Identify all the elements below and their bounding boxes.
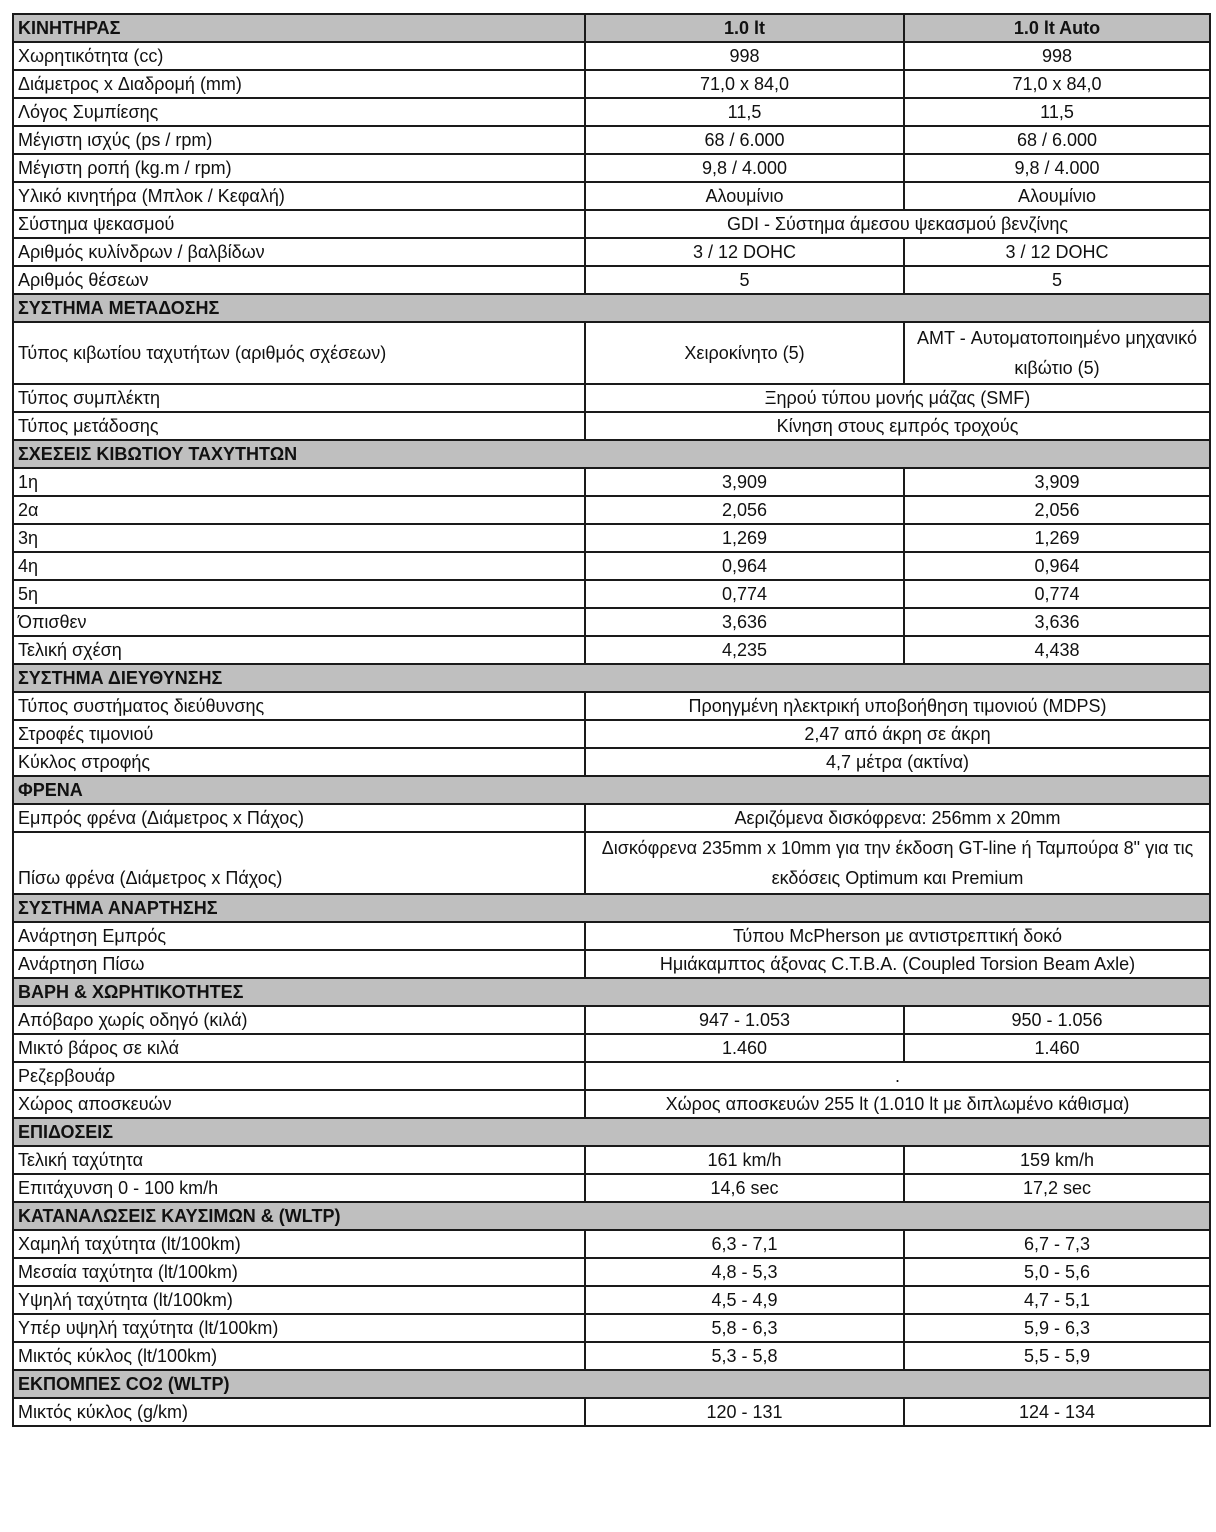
section-row	[13, 1118, 1210, 1146]
table-row	[13, 154, 1210, 182]
value-shared: Ημιάκαμπτος άξονας C.T.B.A. (Coupled Torsion Beam Axle)	[585, 950, 1210, 978]
value-manual: 0,964	[585, 552, 904, 580]
row-label: Αριθμός θέσεων	[13, 266, 585, 294]
value-shared: Δισκόφρενα 235mm x 10mm για την έκδοση GT-line ή Ταμπούρα 8" για τις εκδόσεις Optimum και Premium	[585, 832, 1210, 894]
row-label: Μικτό βάρος σε κιλά	[13, 1034, 585, 1062]
value-manual: 998	[585, 42, 904, 70]
section-title-gear-ratios: ΣΧΕΣΕΙΣ ΚΙΒΩΤΙΟΥ ΤΑΧΥΤΗΤΩΝ	[13, 440, 1210, 468]
value-manual: 1.460	[585, 1034, 904, 1062]
table-row	[13, 496, 1210, 524]
section-row	[13, 1370, 1210, 1398]
value-manual: 120 - 131	[585, 1398, 904, 1426]
row-label: 4η	[13, 552, 585, 580]
value-shared: Κίνηση στους εμπρός τροχούς	[585, 412, 1210, 440]
value-manual: 4,8 - 5,3	[585, 1258, 904, 1286]
table-row	[13, 468, 1210, 496]
row-label: Τελική ταχύτητα	[13, 1146, 585, 1174]
table-row	[13, 922, 1210, 950]
section-title-weights: ΒΑΡΗ & ΧΩΡΗΤΙΚΟΤΗΤΕΣ	[13, 978, 1210, 1006]
row-label: Απόβαρο χωρίς οδηγό (κιλά)	[13, 1006, 585, 1034]
table-row	[13, 636, 1210, 664]
section-row	[13, 894, 1210, 922]
value-auto: 2,056	[904, 496, 1210, 524]
value-manual: Χειροκίνητο (5)	[585, 322, 904, 384]
value-auto: 11,5	[904, 98, 1210, 126]
table-row	[13, 1034, 1210, 1062]
value-shared: Τύπου McPherson με αντιστρεπτική δοκό	[585, 922, 1210, 950]
table-row	[13, 266, 1210, 294]
value-auto: 3 / 12 DOHC	[904, 238, 1210, 266]
value-manual: 947 - 1.053	[585, 1006, 904, 1034]
table-row	[13, 832, 1210, 894]
table-row	[13, 1062, 1210, 1090]
value-shared: Αεριζόμενα δισκόφρενα: 256mm x 20mm	[585, 804, 1210, 832]
row-label: Τύπος μετάδοσης	[13, 412, 585, 440]
value-auto: 124 - 134	[904, 1398, 1210, 1426]
value-shared: .	[585, 1062, 1210, 1090]
table-row	[13, 720, 1210, 748]
row-label: 1η	[13, 468, 585, 496]
row-label: Μικτός κύκλος (g/km)	[13, 1398, 585, 1426]
row-label: Ανάρτηση Εμπρός	[13, 922, 585, 950]
table-row	[13, 1314, 1210, 1342]
section-row	[13, 1202, 1210, 1230]
value-manual: 3,909	[585, 468, 904, 496]
section-row	[13, 294, 1210, 322]
section-title-steering: ΣΥΣΤΗΜΑ ΔΙΕΥΘΥΝΣΗΣ	[13, 664, 1210, 692]
table-row	[13, 1398, 1210, 1426]
row-label: Όπισθεν	[13, 608, 585, 636]
row-label: Υλικό κινητήρα (Μπλοκ / Κεφαλή)	[13, 182, 585, 210]
value-manual: 14,6 sec	[585, 1174, 904, 1202]
table-row	[13, 692, 1210, 720]
row-label: Σύστημα ψεκασμού	[13, 210, 585, 238]
section-title-brakes: ΦΡΕΝΑ	[13, 776, 1210, 804]
row-label: Κύκλος στροφής	[13, 748, 585, 776]
section-title-performance: ΕΠΙΔΟΣΕΙΣ	[13, 1118, 1210, 1146]
row-label: Μέγιστη ροπή (kg.m / rpm)	[13, 154, 585, 182]
section-row	[13, 978, 1210, 1006]
value-shared: Ξηρού τύπου μονής μάζας (SMF)	[585, 384, 1210, 412]
table-row	[13, 70, 1210, 98]
value-auto: AMT - Αυτοματοποιημένο μηχανικό κιβώτιο (5)	[904, 322, 1210, 384]
row-label: Επιτάχυνση 0 - 100 km/h	[13, 1174, 585, 1202]
table-row	[13, 384, 1210, 412]
value-shared: 2,47 από άκρη σε άκρη	[585, 720, 1210, 748]
value-auto: 5,0 - 5,6	[904, 1258, 1210, 1286]
row-label: 3η	[13, 524, 585, 552]
value-auto: 3,909	[904, 468, 1210, 496]
section-title-engine: ΚΙΝΗΤΗΡΑΣ	[13, 14, 585, 42]
table-row	[13, 1090, 1210, 1118]
value-manual: 1,269	[585, 524, 904, 552]
row-label: Ανάρτηση Πίσω	[13, 950, 585, 978]
table-row	[13, 1006, 1210, 1034]
value-auto: 5,5 - 5,9	[904, 1342, 1210, 1370]
value-manual: 2,056	[585, 496, 904, 524]
value-manual: 3,636	[585, 608, 904, 636]
section-title-emissions: ΕΚΠΟΜΠΕΣ CO2 (WLTP)	[13, 1370, 1210, 1398]
table-row	[13, 552, 1210, 580]
row-label: Χώρος αποσκευών	[13, 1090, 585, 1118]
row-label: Τελική σχέση	[13, 636, 585, 664]
table-row	[13, 950, 1210, 978]
value-auto: Αλουμίνιο	[904, 182, 1210, 210]
row-label: Υψηλή ταχύτητα (lt/100km)	[13, 1286, 585, 1314]
value-auto: 0,774	[904, 580, 1210, 608]
section-row	[13, 776, 1210, 804]
section-title-consumption: ΚΑΤΑΝΑΛΩΣΕΙΣ ΚΑΥΣΙΜΩΝ & (WLTP)	[13, 1202, 1210, 1230]
value-auto: 159 km/h	[904, 1146, 1210, 1174]
value-auto: 17,2 sec	[904, 1174, 1210, 1202]
row-label: Τύπος κιβωτίου ταχυτήτων (αριθμός σχέσεων)	[13, 322, 585, 384]
row-label: Ρεζερβουάρ	[13, 1062, 585, 1090]
value-manual: 68 / 6.000	[585, 126, 904, 154]
row-label: 5η	[13, 580, 585, 608]
section-title-transmission: ΣΥΣΤΗΜΑ ΜΕΤΑΔΟΣΗΣ	[13, 294, 1210, 322]
section-row	[13, 664, 1210, 692]
value-manual: 71,0 x 84,0	[585, 70, 904, 98]
value-manual: 5	[585, 266, 904, 294]
column-header-auto: 1.0 lt Auto	[904, 14, 1210, 42]
value-auto: 950 - 1.056	[904, 1006, 1210, 1034]
specifications-table	[12, 13, 1211, 1427]
table-row	[13, 1342, 1210, 1370]
table-row	[13, 1286, 1210, 1314]
column-header-manual: 1.0 lt	[585, 14, 904, 42]
value-manual: 9,8 / 4.000	[585, 154, 904, 182]
row-label: Στροφές τιμονιού	[13, 720, 585, 748]
row-label: Υπέρ υψηλή ταχύτητα (lt/100km)	[13, 1314, 585, 1342]
row-label: Μέγιστη ισχύς (ps / rpm)	[13, 126, 585, 154]
value-auto: 5	[904, 266, 1210, 294]
header-row	[13, 14, 1210, 42]
value-auto: 1,269	[904, 524, 1210, 552]
table-row	[13, 126, 1210, 154]
value-auto: 998	[904, 42, 1210, 70]
table-row	[13, 580, 1210, 608]
table-row	[13, 608, 1210, 636]
value-auto: 1.460	[904, 1034, 1210, 1062]
value-manual: 0,774	[585, 580, 904, 608]
value-manual: Αλουμίνιο	[585, 182, 904, 210]
table-row	[13, 182, 1210, 210]
row-label: Τύπος συμπλέκτη	[13, 384, 585, 412]
table-row	[13, 804, 1210, 832]
table-row	[13, 42, 1210, 70]
table-row	[13, 524, 1210, 552]
value-shared: Προηγμένη ηλεκτρική υποβοήθηση τιμονιού (MDPS)	[585, 692, 1210, 720]
value-auto: 68 / 6.000	[904, 126, 1210, 154]
value-shared: Χώρος αποσκευών 255 lt (1.010 lt με διπλωμένο κάθισμα)	[585, 1090, 1210, 1118]
table-row	[13, 322, 1210, 384]
value-shared: 4,7 μέτρα (ακτίνα)	[585, 748, 1210, 776]
value-auto: 4,7 - 5,1	[904, 1286, 1210, 1314]
table-row	[13, 98, 1210, 126]
row-label: Αριθμός κυλίνδρων / βαλβίδων	[13, 238, 585, 266]
value-auto: 5,9 - 6,3	[904, 1314, 1210, 1342]
row-label: Χωρητικότητα (cc)	[13, 42, 585, 70]
table-row	[13, 748, 1210, 776]
value-manual: 4,5 - 4,9	[585, 1286, 904, 1314]
row-label: 2α	[13, 496, 585, 524]
row-label: Διάμετρος x Διαδρομή (mm)	[13, 70, 585, 98]
table-row	[13, 412, 1210, 440]
table-row	[13, 1146, 1210, 1174]
table-row	[13, 238, 1210, 266]
table-row	[13, 1258, 1210, 1286]
value-manual: 3 / 12 DOHC	[585, 238, 904, 266]
row-label: Πίσω φρένα (Διάμετρος x Πάχος)	[13, 832, 585, 894]
value-auto: 71,0 x 84,0	[904, 70, 1210, 98]
row-label: Μικτός κύκλος (lt/100km)	[13, 1342, 585, 1370]
value-manual: 6,3 - 7,1	[585, 1230, 904, 1258]
row-label: Τύπος συστήματος διεύθυνσης	[13, 692, 585, 720]
value-manual: 11,5	[585, 98, 904, 126]
row-label: Χαμηλή ταχύτητα (lt/100km)	[13, 1230, 585, 1258]
row-label: Εμπρός φρένα (Διάμετρος x Πάχος)	[13, 804, 585, 832]
value-auto: 0,964	[904, 552, 1210, 580]
value-manual: 5,3 - 5,8	[585, 1342, 904, 1370]
row-label: Λόγος Συμπίεσης	[13, 98, 585, 126]
section-title-suspension: ΣΥΣΤΗΜΑ ΑΝΑΡΤΗΣΗΣ	[13, 894, 1210, 922]
value-auto: 6,7 - 7,3	[904, 1230, 1210, 1258]
value-shared: GDI - Σύστημα άμεσου ψεκασμού βενζίνης	[585, 210, 1210, 238]
value-auto: 4,438	[904, 636, 1210, 664]
table-row	[13, 210, 1210, 238]
value-manual: 4,235	[585, 636, 904, 664]
table-row	[13, 1174, 1210, 1202]
section-row	[13, 440, 1210, 468]
value-auto: 9,8 / 4.000	[904, 154, 1210, 182]
row-label: Μεσαία ταχύτητα (lt/100km)	[13, 1258, 585, 1286]
value-auto: 3,636	[904, 608, 1210, 636]
value-manual: 161 km/h	[585, 1146, 904, 1174]
table-row	[13, 1230, 1210, 1258]
value-manual: 5,8 - 6,3	[585, 1314, 904, 1342]
